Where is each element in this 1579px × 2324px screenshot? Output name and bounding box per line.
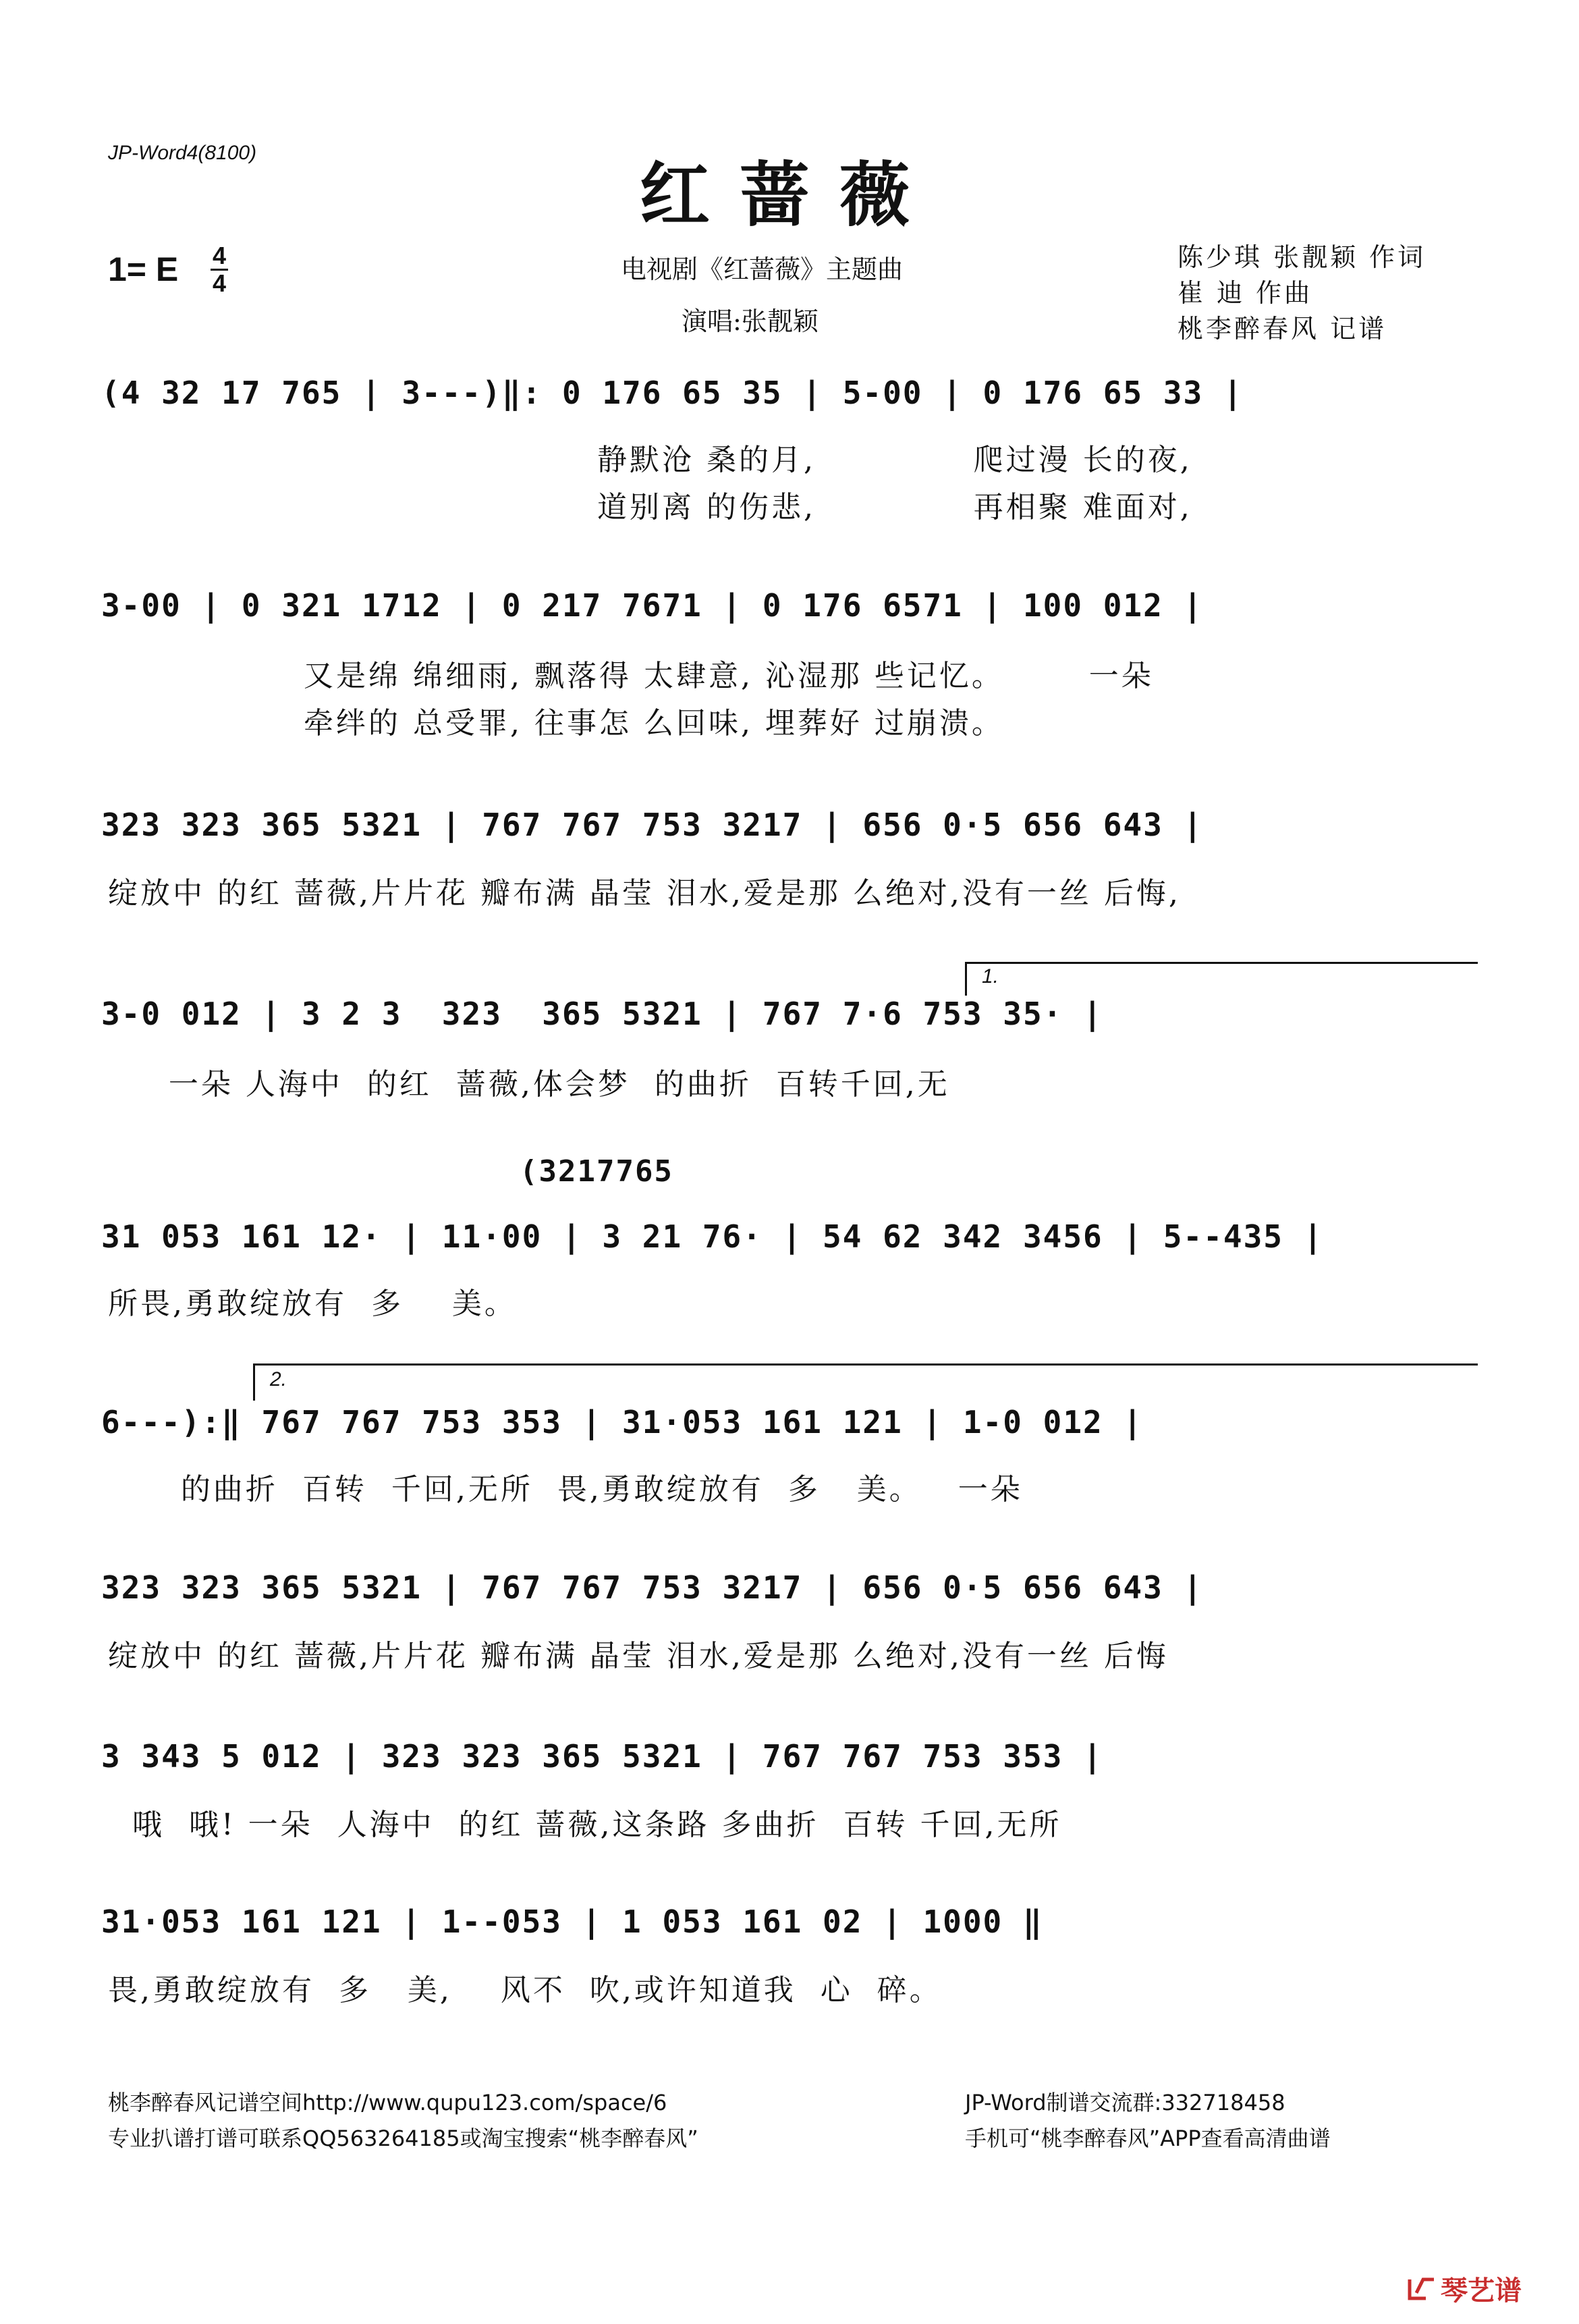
score-system-8 — [101, 1738, 1478, 1846]
volta-label: 1. — [982, 965, 999, 988]
transcriber-credit: 桃李醉春风 记谱 — [1178, 314, 1387, 344]
score-system-6 — [101, 1360, 1478, 1515]
volta-bracket-start — [965, 962, 967, 996]
subtitle: 电视剧《红蔷薇》主题曲 — [621, 254, 904, 284]
song-title: 红蔷薇 — [639, 153, 939, 236]
notation-line: 3 343 5 012 | 323 323 365 5321 | 767 767 753 353 | — [101, 1738, 1103, 1775]
composer-credit: 崔 迪 作曲 — [1178, 278, 1313, 308]
time-signature — [211, 243, 228, 296]
score-system-3 — [101, 807, 1478, 915]
lyrics-verse-1: 又是绵 绵细雨, 飘落得 太肆意, 沁湿那 些记忆。 一朵 — [304, 659, 1154, 693]
software-label: JP-Word4(8100) — [108, 142, 257, 164]
volta-bracket — [253, 1363, 1478, 1366]
score-system-1 — [101, 375, 1478, 537]
lyrics-line: 的曲折 百转 千回,无所 畏,勇敢绽放有 多 美。 一朵 — [108, 1472, 1023, 1507]
lyrics-line: 一朵 人海中 的红 蔷薇,体会梦 的曲折 百转千回,无 — [108, 1067, 950, 1102]
lyrics-line: 畏,勇敢绽放有 多 美, 风不 吹,或许知道我 心 碎。 — [108, 1973, 942, 2007]
footer-website: 桃李醉春风记谱空间http://www.qupu123.com/space/6 — [108, 2090, 667, 2115]
score-system-5 — [101, 1154, 1478, 1321]
footer-contact: 专业扒谱打谱可联系QQ563264185或淘宝搜索“桃李醉春风” — [108, 2126, 698, 2151]
key-signature: 1= E — [108, 250, 179, 288]
score-system-9 — [101, 1903, 1478, 2011]
interlude-notation: (3217765 — [520, 1154, 673, 1189]
volta-label: 2. — [270, 1368, 287, 1390]
logo-mark-icon — [1407, 2274, 1437, 2304]
volta-bracket — [965, 962, 1478, 964]
notation-line: 3-00 | 0 321 1712 | 0 217 7671 | 0 176 6571 | 100 012 | — [101, 587, 1204, 624]
score-system-4 — [101, 955, 1478, 1104]
lyrics-line: 所畏,勇敢绽放有 多 美。 — [108, 1287, 517, 1321]
time-signature-bottom: 4 — [213, 269, 227, 297]
notation-line: 31 053 161 12· | 11·00 | 3 21 76· | 54 62 342 3456 | 5--435 | — [101, 1218, 1324, 1255]
lyrics-line: 绽放中 的红 蔷薇,片片花 瓣布满 晶莹 泪水,爱是那 么绝对,没有一丝 后悔 — [108, 1639, 1169, 1673]
site-logo — [1407, 2269, 1522, 2308]
logo-text: 琴艺谱 — [1441, 2275, 1522, 2306]
notation-line: 323 323 365 5321 | 767 767 753 3217 | 656 0·5 656 643 | — [101, 807, 1204, 843]
score-system-7 — [101, 1569, 1478, 1677]
footer-group: JP-Word制谱交流群:332718458 — [965, 2090, 1285, 2115]
lyrics-line: 哦 哦! 一朵 人海中 的红 蔷薇,这条路 多曲折 百转 千回,无所 — [108, 1808, 1062, 1842]
lyrics-verse-1: 静默沧 桑的月, 爬过漫 长的夜, — [597, 443, 1192, 477]
notation-line: 3-0 012 | 3 2 3 323 365 5321 | 767 7·6 753 35· | — [101, 996, 1103, 1032]
notation-line: 31·053 161 121 | 1--053 | 1 053 161 02 | 1000 ‖ — [101, 1903, 1043, 1940]
lyrics-verse-2: 道别离 的伤悲, 再相聚 难面对, — [597, 490, 1192, 524]
singer: 演唱:张靓颖 — [682, 306, 819, 336]
lyrics-verse-2: 牵绊的 总受罪, 往事怎 么回味, 埋葬好 过崩溃。 — [304, 706, 1004, 740]
notation-line: 6---):‖ 767 767 753 353 | 31·053 161 121 | 1-0 012 | — [101, 1404, 1144, 1440]
score-system-2 — [101, 587, 1478, 749]
lyricist-credit: 陈少琪 张靓颖 作词 — [1178, 242, 1426, 272]
volta-bracket-start — [253, 1363, 255, 1401]
notation-line: 323 323 365 5321 | 767 767 753 3217 | 656 0·5 656 643 | — [101, 1569, 1204, 1606]
time-signature-top: 4 — [211, 243, 228, 271]
footer-app: 手机可“桃李醉春风”APP查看高清曲谱 — [965, 2126, 1331, 2151]
lyrics-line: 绽放中 的红 蔷薇,片片花 瓣布满 晶莹 泪水,爱是那 么绝对,没有一丝 后悔, — [108, 876, 1181, 911]
notation-line: (4 32 17 765 | 3---)‖: 0 176 65 35 | 5-00 | 0 176 65 33 | — [101, 375, 1244, 411]
